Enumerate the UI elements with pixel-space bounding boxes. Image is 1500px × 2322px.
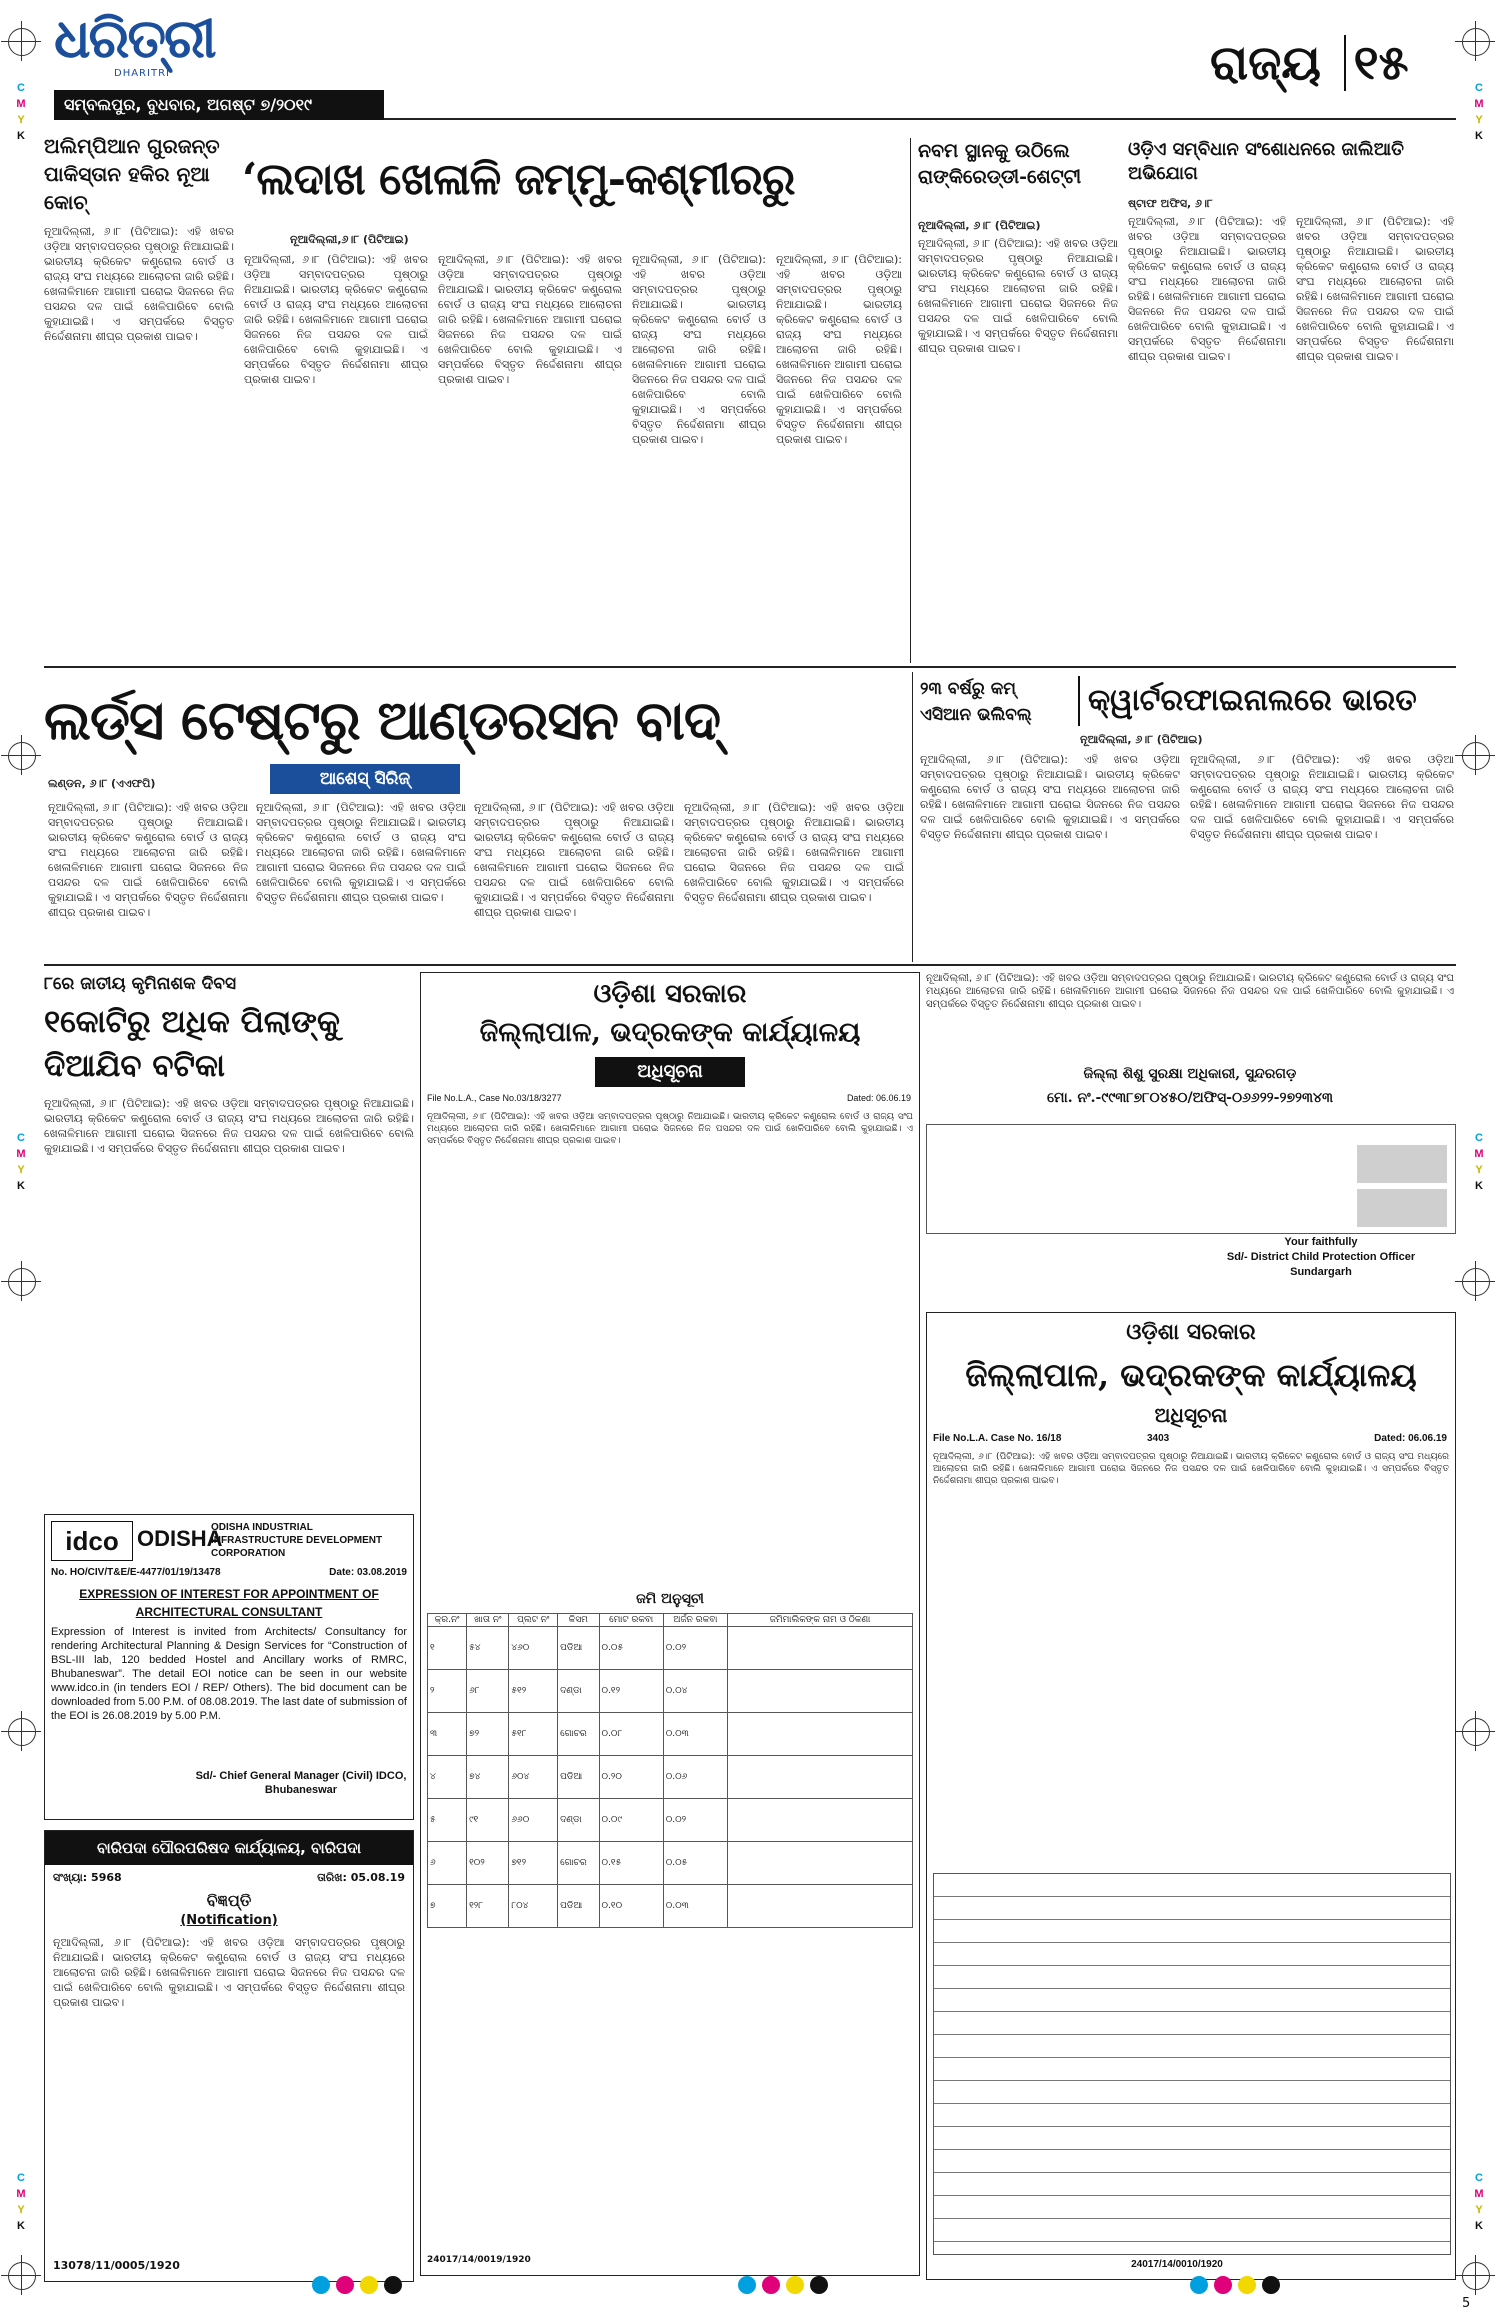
collector-title: ଜିଲ୍ଲାପାଳ, ଭଦ୍ରକଙ୍କ କାର୍ଯ୍ୟାଳୟ — [479, 1017, 861, 1048]
baripada-notice — [44, 1830, 414, 2282]
baripada-no: ସଂଖ୍ୟା: 5968 — [53, 1871, 122, 1884]
table-cell: ୮୦୪ — [509, 1885, 558, 1928]
odisha-headline: ଓଡ଼ିଏ ସମ୍ବିଧାନ ସଂଶୋଧନରେ ଜାଲିଆତି ଅଭିଯୋଗ — [1128, 139, 1404, 184]
land-table-wrap — [427, 1613, 913, 2233]
color-dot — [1214, 2276, 1232, 2294]
color-dot — [360, 2276, 378, 2294]
color-dot — [1238, 2276, 1256, 2294]
lead-body-col3: ନୂଆଦିଲ୍ଲୀ, ୬।୮ (ପିଟିଆଇ): ଏହି ଖବର ଓଡ଼ିଆ ସମ୍ବାଦପତ୍ରର ପୃଷ୍ଠାରୁ ନିଆଯାଇଛି। ଭାରତୀୟ କ୍ରିକେଟ କଣ୍ଟ୍ରୋଲ ବୋର୍ଡ ଓ ରାଜ୍ୟ ସଂଘ ମଧ୍ୟରେ ଆଲୋଚନା ଜାରି ରହିଛି। ଖେଳାଳିମାନେ ଆଗାମୀ ଘରୋଇ ସିଜନରେ ନିଜ ପସନ୍ଦର ଦଳ ପାଇଁ ଖେଳିପାରିବେ ବୋଲି କୁହାଯାଇଛି। ଏ ସମ୍ପର୍କରେ ବିସ୍ତୃତ ନିର୍ଦ୍ଦେଶନାମା ଶୀଘ୍ର ପ୍ରକାଶ ପାଇବ। — [632, 253, 766, 446]
section-rule — [44, 964, 1456, 966]
idco-date: Date: 03.08.2019 — [329, 1567, 407, 1578]
child-sign: Your faithfully — [1284, 1236, 1358, 1248]
table-cell: ୭୪ — [467, 1756, 509, 1799]
table-cell: ୦.୦୫ — [599, 1627, 663, 1670]
registration-mark — [1462, 742, 1490, 770]
cmyk-strip: C M Y K — [1474, 2172, 1484, 2232]
table-cell: ପଡିଆ — [558, 1756, 599, 1799]
color-dot — [384, 2276, 402, 2294]
u23-headline: ୨୩ ବର୍ଷରୁ କମ୍ ଏସିଆନ ଭଲିବଲ୍ — [920, 679, 1032, 725]
rank-dateline: ନୂଆଦିଲ୍ଲୀ, ୬।୮ (ପିଟିଆଇ) — [918, 219, 1041, 232]
idco-body: Expression of Interest is invited from Architects/ Consultancy for rendering Architectural Planning & Design Services for “Construction of BSL-III lab, 120 bedded Hostel and Ancillary works of RMRC, Bhubaneswar”. The detail EOI notice can be seen in our website www.idco.in (in tenders EOI / REP/ Others). The bid document can be downloaded from 5.00 P.M. of 08.08.2019. The last date of submission of the EOI is 26.08.2019 by 5.00 P.M. — [51, 1626, 407, 1722]
bhadrak2-gov: ଓଡ଼ିଶା ସରକାର — [1126, 1319, 1256, 1345]
registration-mark — [8, 742, 36, 770]
odisha-dateline: ଷ୍ଟାଫ ଅଫିସ, ୬।୮ — [1128, 197, 1213, 210]
lead-body-col2: ନୂଆଦିଲ୍ଲୀ, ୬।୮ (ପିଟିଆଇ): ଏହି ଖବର ଓଡ଼ିଆ ସମ୍ବାଦପତ୍ରର ପୃଷ୍ଠାରୁ ନିଆଯାଇଛି। ଭାରତୀୟ କ୍ରିକେଟ କଣ୍ଟ୍ରୋଲ ବୋର୍ଡ ଓ ରାଜ୍ୟ ସଂଘ ମଧ୍ୟରେ ଆଲୋଚନା ଜାରି ରହିଛି। ଖେଳାଳିମାନେ ଆଗାମୀ ଘରୋଇ ସିଜନରେ ନିଜ ପସନ୍ଦର ଦଳ ପାଇଁ ଖେଳିପାରିବେ ବୋଲି କୁହାଯାଇଛି। ଏ ସମ୍ପର୍କରେ ବିସ୍ତୃତ ନିର୍ଦ୍ଦେଶନାମା ଶୀଘ୍ର ପ୍ରକାଶ ପାଇବ। — [438, 253, 622, 386]
color-dot — [762, 2276, 780, 2294]
idco-logo-text: idco — [65, 1526, 119, 1556]
color-dot — [312, 2276, 330, 2294]
table-cell: ୬୦୪ — [509, 1756, 558, 1799]
lead-dateline: ନୂଆଦିଲ୍ଲୀ,୬।୮ (ପିଟିଆଇ) — [290, 233, 409, 246]
table-cell: ୦.୧୫ — [599, 1842, 663, 1885]
page-number: ୧୫ — [1344, 35, 1409, 91]
cmyk-strip: C M Y K — [16, 1132, 26, 1192]
table-cell — [728, 1670, 913, 1713]
table-row — [428, 1842, 913, 1885]
color-dot — [336, 2276, 354, 2294]
collector-sub: ଅଧିସୂଚନା — [637, 1061, 703, 1082]
color-dot — [1262, 2276, 1280, 2294]
cmyk-strip: C M Y K — [16, 2172, 26, 2232]
table-cell — [728, 1799, 913, 1842]
dateline-bar — [54, 90, 384, 120]
child-notice — [926, 972, 1454, 1286]
table-cell — [728, 1627, 913, 1670]
ashes-badge — [270, 764, 460, 794]
child-photo — [1357, 1189, 1447, 1227]
baripada-title-bar — [45, 1831, 413, 1865]
bhadrak2-fileno: File No.L.A. Case No. 16/18 — [933, 1433, 1062, 1444]
table-cell: ୭୨ — [467, 1713, 509, 1756]
table-cell: ଗୋଚର — [558, 1713, 599, 1756]
registration-mark — [8, 2262, 36, 2290]
registration-mark — [8, 28, 36, 56]
registration-mark — [1462, 1268, 1490, 1296]
idco-sign: Sd/- Chief General Manager (Civil) IDCO, Bhubaneswar — [195, 1770, 407, 1796]
baripada-date: ତାରିଖ: 05.08.19 — [317, 1871, 405, 1884]
table-cell: ୦.୦୩ — [663, 1713, 727, 1756]
section-name: ରାଜ୍ୟ — [1210, 35, 1321, 91]
table-row — [428, 1713, 913, 1756]
table-cell: ୬ — [428, 1842, 467, 1885]
col-sn: କ୍ର.ନଂ — [428, 1614, 467, 1627]
deworm-body: ନୂଆଦିଲ୍ଲୀ, ୬।୮ (ପିଟିଆଇ): ଏହି ଖବର ଓଡ଼ିଆ ସମ୍ବାଦପତ୍ରର ପୃଷ୍ଠାରୁ ନିଆଯାଇଛି। ଭାରତୀୟ କ୍ରିକେଟ କଣ୍ଟ୍ରୋଲ ବୋର୍ଡ ଓ ରାଜ୍ୟ ସଂଘ ମଧ୍ୟରେ ଆଲୋଚନା ଜାରି ରହିଛି। ଖେଳାଳିମାନେ ଆଗାମୀ ଘରୋଇ ସିଜନରେ ନିଜ ପସନ୍ଦର ଦଳ ପାଇଁ ଖେଳିପାରିବେ ବୋଲି କୁହାଯାଇଛି। ଏ ସମ୍ପର୍କରେ ବିସ୍ତୃତ ନିର୍ଦ୍ଦେଶନାମା ଶୀଘ୍ର ପ୍ରକାଶ ପାଇବ। — [44, 1097, 414, 1155]
table-cell: ୬୬୦ — [509, 1799, 558, 1842]
col-total-area: ମୋଟ ରକବା — [599, 1614, 663, 1627]
color-dot — [738, 2276, 756, 2294]
collector-body: ନୂଆଦିଲ୍ଲୀ, ୬।୮ (ପିଟିଆଇ): ଏହି ଖବର ଓଡ଼ିଆ ସମ୍ବାଦପତ୍ରର ପୃଷ୍ଠାରୁ ନିଆଯାଇଛି। ଭାରତୀୟ କ୍ରିକେଟ କଣ୍ଟ୍ରୋଲ ବୋର୍ଡ ଓ ରାଜ୍ୟ ସଂଘ ମଧ୍ୟରେ ଆଲୋଚନା ଜାରି ରହିଛି। ଖେଳାଳିମାନେ ଆଗାମୀ ଘରୋଇ ସିଜନରେ ନିଜ ପସନ୍ଦର ଦଳ ପାଇଁ ଖେଳିପାରିବେ ବୋଲି କୁହାଯାଇଛି। ଏ ସମ୍ପର୍କରେ ବିସ୍ତୃତ ନିର୍ଦ୍ଦେଶନାମା ଶୀଘ୍ର ପ୍ରକାଶ ପାଇବ। — [427, 1112, 913, 1146]
baripada-ref: 13078/11/0005/1920 — [53, 2259, 180, 2272]
registration-mark — [8, 1268, 36, 1296]
child-photo — [1357, 1145, 1447, 1183]
table-cell: ୦.୦୪ — [663, 1670, 727, 1713]
idco-name: ODISHA INDUSTRIAL INFRASTRUCTURE DEVELOPMENT CORPORATION — [211, 1522, 383, 1559]
table-cell: ଦଣ୍ଡା — [558, 1670, 599, 1713]
table-cell: ୪୬୦ — [509, 1627, 558, 1670]
idco-heading: EXPRESSION OF INTEREST FOR APPOINTMENT OF ARCHITECTURAL CONSULTANT — [79, 1587, 379, 1619]
registration-mark — [1462, 1718, 1490, 1746]
lords-body-col4: ନୂଆଦିଲ୍ଲୀ, ୬।୮ (ପିଟିଆଇ): ଏହି ଖବର ଓଡ଼ିଆ ସମ୍ବାଦପତ୍ରର ପୃଷ୍ଠାରୁ ନିଆଯାଇଛି। ଭାରତୀୟ କ୍ରିକେଟ କଣ୍ଟ୍ରୋଲ ବୋର୍ଡ ଓ ରାଜ୍ୟ ସଂଘ ମଧ୍ୟରେ ଆଲୋଚନା ଜାରି ରହିଛି। ଖେଳାଳିମାନେ ଆଗାମୀ ଘରୋଇ ସିଜନରେ ନିଜ ପସନ୍ଦର ଦଳ ପାଇଁ ଖେଳିପାରିବେ ବୋଲି କୁହାଯାଇଛି। ଏ ସମ୍ପର୍କରେ ବିସ୍ତୃତ ନିର୍ଦ୍ଦେଶନାମା ଶୀଘ୍ର ପ୍ରକାଶ ପାଇବ। — [684, 801, 904, 904]
bhadrak2-table — [933, 1873, 1451, 2255]
col-kisam: କିସମ — [558, 1614, 599, 1627]
column-rule — [912, 672, 913, 962]
table-cell: ୫ — [428, 1799, 467, 1842]
table-cell: ୦.୧୨ — [599, 1670, 663, 1713]
color-dot — [810, 2276, 828, 2294]
page-folio: 5 — [1462, 2296, 1471, 2311]
bhadrak2-date: Dated: 06.06.19 — [1374, 1433, 1447, 1444]
deworm-kicker: ୮ରେ ଜାତୀୟ କୃମିନାଶକ ଦିବସ — [44, 974, 237, 994]
col-khata: ଖାତା ନଂ — [467, 1614, 509, 1627]
child-sign2: Sd/- District Child Protection Officer — [1226, 1251, 1416, 1263]
table-cell: ୭୧୨ — [509, 1842, 558, 1885]
col-owner: ଜମିମାଲିକଙ୍କ ନାମ ଓ ଠିକଣା — [728, 1614, 913, 1627]
table-cell: ୧୦୨ — [467, 1842, 509, 1885]
registration-mark — [1462, 2262, 1490, 2290]
table-row — [428, 1756, 913, 1799]
baripada-notice-title: ବିଜ୍ଞପ୍ତି — [206, 1891, 252, 1910]
lords-headline: ଲର୍ଡ୍ସ ଟେଷ୍ଟରୁ ଆଣ୍ଡରସନ ବାଦ୍ — [44, 688, 721, 752]
table-cell: ୫୧୨ — [509, 1670, 558, 1713]
idco-ad — [44, 1514, 414, 1820]
child-title: ଜିଲ୍ଲା ଶିଶୁ ସୁରକ୍ଷା ଅଧିକାରୀ, ସୁନ୍ଦରଗଡ଼ — [1083, 1066, 1297, 1082]
baripada-notice-en: (Notification) — [180, 1913, 278, 1928]
deworm-headline: ୧କୋଟିରୁ ଅଧିକ ପିଲାଙ୍କୁ ଦିଆଯିବ ବଟିକା — [44, 1004, 340, 1084]
collector-fileno: File No.L.A., Case No.03/18/3277 — [427, 1093, 562, 1103]
child-sign3: Sundargarh — [1290, 1266, 1352, 1278]
table-cell: ୨ — [428, 1670, 467, 1713]
table-cell: ୧୨୮ — [467, 1885, 509, 1928]
table-cell: ୯୧ — [467, 1799, 509, 1842]
child-table — [926, 1124, 1456, 1234]
lead-body-col1: ନୂଆଦିଲ୍ଲୀ, ୬।୮ (ପିଟିଆଇ): ଏହି ଖବର ଓଡ଼ିଆ ସମ୍ବାଦପତ୍ରର ପୃଷ୍ଠାରୁ ନିଆଯାଇଛି। ଭାରତୀୟ କ୍ରିକେଟ କଣ୍ଟ୍ରୋଲ ବୋର୍ଡ ଓ ରାଜ୍ୟ ସଂଘ ମଧ୍ୟରେ ଆଲୋଚନା ଜାରି ରହିଛି। ଖେଳାଳିମାନେ ଆଗାମୀ ଘରୋଇ ସିଜନରେ ନିଜ ପସନ୍ଦର ଦଳ ପାଇଁ ଖେଳିପାରିବେ ବୋଲି କୁହାଯାଇଛି। ଏ ସମ୍ପର୍କରେ ବିସ୍ତୃତ ନିର୍ଦ୍ଦେଶନାମା ଶୀଘ୍ର ପ୍ରକାଶ ପାଇବ। — [244, 253, 428, 386]
table-cell — [728, 1842, 913, 1885]
bhadrak2-num: 3403 — [1147, 1433, 1170, 1444]
lords-body-col1: ନୂଆଦିଲ୍ଲୀ, ୬।୮ (ପିଟିଆଇ): ଏହି ଖବର ଓଡ଼ିଆ ସମ୍ବାଦପତ୍ରର ପୃଷ୍ଠାରୁ ନିଆଯାଇଛି। ଭାରତୀୟ କ୍ରିକେଟ କଣ୍ଟ୍ରୋଲ ବୋର୍ଡ ଓ ରାଜ୍ୟ ସଂଘ ମଧ୍ୟରେ ଆଲୋଚନା ଜାରି ରହିଛି। ଖେଳାଳିମାନେ ଆଗାମୀ ଘରୋଇ ସିଜନରେ ନିଜ ପସନ୍ଦର ଦଳ ପାଇଁ ଖେଳିପାରିବେ ବୋଲି କୁହାଯାଇଛି। ଏ ସମ୍ପର୍କରେ ବିସ୍ତୃତ ନିର୍ଦ୍ଦେଶନାମା ଶୀଘ୍ର ପ୍ରକାଶ ପାଇବ। — [48, 801, 248, 919]
column-rule — [910, 138, 911, 663]
child-body: ନୂଆଦିଲ୍ଲୀ, ୬।୮ (ପିଟିଆଇ): ଏହି ଖବର ଓଡ଼ିଆ ସମ୍ବାଦପତ୍ରର ପୃଷ୍ଠାରୁ ନିଆଯାଇଛି। ଭାରତୀୟ କ୍ରିକେଟ କଣ୍ଟ୍ରୋଲ ବୋର୍ଡ ଓ ରାଜ୍ୟ ସଂଘ ମଧ୍ୟରେ ଆଲୋଚନା ଜାରି ରହିଛି। ଖେଳାଳିମାନେ ଆଗାମୀ ଘରୋଇ ସିଜନରେ ନିଜ ପସନ୍ଦର ଦଳ ପାଇଁ ଖେଳିପାରିବେ ବୋଲି କୁହାଯାଇଛି। ଏ ସମ୍ପର୍କରେ ବିସ୍ତୃତ ନିର୍ଦ୍ଦେଶନାମା ଶୀଘ୍ର ପ୍ରକାଶ ପାଇବ। — [926, 973, 1454, 1010]
table-cell — [728, 1885, 913, 1928]
land-table — [427, 1613, 913, 1928]
section-label — [1210, 28, 1456, 98]
table-cell: ପଡିଆ — [558, 1627, 599, 1670]
masthead-logo — [54, 8, 294, 98]
baripada-body: ନୂଆଦିଲ୍ଲୀ, ୬।୮ (ପିଟିଆଇ): ଏହି ଖବର ଓଡ଼ିଆ ସମ୍ବାଦପତ୍ରର ପୃଷ୍ଠାରୁ ନିଆଯାଇଛି। ଭାରତୀୟ କ୍ରିକେଟ କଣ୍ଟ୍ରୋଲ ବୋର୍ଡ ଓ ରାଜ୍ୟ ସଂଘ ମଧ୍ୟରେ ଆଲୋଚନା ଜାରି ରହିଛି। ଖେଳାଳିମାନେ ଆଗାମୀ ଘରୋଇ ସିଜନରେ ନିଜ ପସନ୍ଦର ଦଳ ପାଇଁ ଖେଳିପାରିବେ ବୋଲି କୁହାଯାଇଛି। ଏ ସମ୍ପର୍କରେ ବିସ୍ତୃତ ନିର୍ଦ୍ଦେଶନାମା ଶୀଘ୍ର ପ୍ରକାଶ ପାଇବ। — [53, 1936, 405, 2009]
section-rule — [44, 666, 1456, 668]
collector-sub-bar — [595, 1057, 745, 1087]
bhadrak2-title: ଜିଲ୍ଲାପାଳ, ଭଦ୍ରକଙ୍କ କାର୍ଯ୍ୟାଳୟ — [965, 1356, 1417, 1394]
table-cell: ଗୋଚର — [558, 1842, 599, 1885]
collector-gov: ଓଡ଼ିଶା ସରକାର — [593, 979, 747, 1009]
idco-no: No. HO/CIV/T&E/E-4477/01/19/13478 — [51, 1567, 221, 1578]
table-cell: ୩ — [428, 1713, 467, 1756]
table-row — [428, 1627, 913, 1670]
table-cell: ୦.୦୨ — [663, 1627, 727, 1670]
table-cell — [728, 1713, 913, 1756]
table-cell: ୦.୨୦ — [599, 1756, 663, 1799]
table-row — [428, 1670, 913, 1713]
col-plot: ପ୍ଲଟ ନଂ — [509, 1614, 558, 1627]
story-kicker: ଅଲିମ୍ପିଆନ ଗୁରଜନ୍ତ ପାକିସ୍ତାନ ହକିର ନୂଆ କୋଚ୍ — [44, 134, 220, 214]
idco-logo — [51, 1521, 133, 1561]
bhadrak2-sub: ଅଧିସୂଚନା — [1154, 1403, 1228, 1427]
lead-body-col4: ନୂଆଦିଲ୍ଲୀ, ୬।୮ (ପିଟିଆଇ): ଏହି ଖବର ଓଡ଼ିଆ ସମ୍ବାଦପତ୍ରର ପୃଷ୍ଠାରୁ ନିଆଯାଇଛି। ଭାରତୀୟ କ୍ରିକେଟ କଣ୍ଟ୍ରୋଲ ବୋର୍ଡ ଓ ରାଜ୍ୟ ସଂଘ ମଧ୍ୟରେ ଆଲୋଚନା ଜାରି ରହିଛି। ଖେଳାଳିମାନେ ଆଗାମୀ ଘରୋଇ ସିଜନରେ ନିଜ ପସନ୍ଦର ଦଳ ପାଇଁ ଖେଳିପାରିବେ ବୋଲି କୁହାଯାଇଛି। ଏ ସମ୍ପର୍କରେ ବିସ୍ତୃତ ନିର୍ଦ୍ଦେଶନାମା ଶୀଘ୍ର ପ୍ରକାଶ ପାଇବ। — [776, 253, 902, 446]
table-cell: ୦.୧୦ — [599, 1885, 663, 1928]
rank-headline: ନବମ ସ୍ଥାନକୁ ଉଠିଲେ ରାଙ୍କିରେଡ୍ଡୀ-ଶେଟ୍ଟୀ — [918, 140, 1082, 188]
odisha-body-col1: ନୂଆଦିଲ୍ଲୀ, ୬।୮ (ପିଟିଆଇ): ଏହି ଖବର ଓଡ଼ିଆ ସମ୍ବାଦପତ୍ରର ପୃଷ୍ଠାରୁ ନିଆଯାଇଛି। ଭାରତୀୟ କ୍ରିକେଟ କଣ୍ଟ୍ରୋଲ ବୋର୍ଡ ଓ ରାଜ୍ୟ ସଂଘ ମଧ୍ୟରେ ଆଲୋଚନା ଜାରି ରହିଛି। ଖେଳାଳିମାନେ ଆଗାମୀ ଘରୋଇ ସିଜନରେ ନିଜ ପସନ୍ଦର ଦଳ ପାଇଁ ଖେଳିପାରିବେ ବୋଲି କୁହାଯାଇଛି। ଏ ସମ୍ପର୍କରେ ବିସ୍ତୃତ ନିର୍ଦ୍ଦେଶନାମା ଶୀଘ୍ର ପ୍ରକାଶ ପାଇବ। — [1128, 215, 1286, 363]
color-dot — [1190, 2276, 1208, 2294]
table-cell: ୫୪ — [467, 1627, 509, 1670]
table-cell: ୦.୦୬ — [663, 1756, 727, 1799]
child-phone: ମୋ. ନଂ.-୯୯୩୮୭୮୦୪୫୦/ଅଫିସ୍-୦୬୬୨୨-୨୭୨୩୪୩ — [1047, 1090, 1333, 1106]
bhadrak2-notice — [926, 1312, 1456, 2280]
table-cell: ୧ — [428, 1627, 467, 1670]
table-cell: ଦଣ୍ଡା — [558, 1799, 599, 1842]
table-cell: ୦.୦୨ — [663, 1799, 727, 1842]
col-acq-area: ଅର୍ଜନ ରକବା — [663, 1614, 727, 1627]
land-table-title: ଜମି ଅନୁସୂଚୀ — [636, 1591, 704, 1607]
qf-dateline: ନୂଆଦିଲ୍ଲୀ, ୬।୮ (ପିଟିଆଇ) — [1080, 733, 1203, 746]
table-row — [428, 1799, 913, 1842]
baripada-title: ବାରିପଦା ପୌରପରିଷଦ କାର୍ଯ୍ୟାଳୟ, ବାରିପଦା — [96, 1839, 362, 1857]
table-cell: ୦.୦୮ — [599, 1713, 663, 1756]
odisha-body-col2: ନୂଆଦିଲ୍ଲୀ, ୬।୮ (ପିଟିଆଇ): ଏହି ଖବର ଓଡ଼ିଆ ସମ୍ବାଦପତ୍ରର ପୃଷ୍ଠାରୁ ନିଆଯାଇଛି। ଭାରତୀୟ କ୍ରିକେଟ କଣ୍ଟ୍ରୋଲ ବୋର୍ଡ ଓ ରାଜ୍ୟ ସଂଘ ମଧ୍ୟରେ ଆଲୋଚନା ଜାରି ରହିଛି। ଖେଳାଳିମାନେ ଆଗାମୀ ଘରୋଇ ସିଜନରେ ନିଜ ପସନ୍ଦର ଦଳ ପାଇଁ ଖେଳିପାରିବେ ବୋଲି କୁହାଯାଇଛି। ଏ ସମ୍ପର୍କରେ ବିସ୍ତୃତ ନିର୍ଦ୍ଦେଶନାମା ଶୀଘ୍ର ପ୍ରକାଶ ପାଇବ। — [1296, 215, 1454, 363]
lords-dateline: ଲଣ୍ଡନ, ୬।୮ (ଏଏଫପି) — [48, 777, 156, 790]
cmyk-strip: C M Y K — [1474, 82, 1484, 142]
qf-body-col2: ନୂଆଦିଲ୍ଲୀ, ୬।୮ (ପିଟିଆଇ): ଏହି ଖବର ଓଡ଼ିଆ ସମ୍ବାଦପତ୍ରର ପୃଷ୍ଠାରୁ ନିଆଯାଇଛି। ଭାରତୀୟ କ୍ରିକେଟ କଣ୍ଟ୍ରୋଲ ବୋର୍ଡ ଓ ରାଜ୍ୟ ସଂଘ ମଧ୍ୟରେ ଆଲୋଚନା ଜାରି ରହିଛି। ଖେଳାଳିମାନେ ଆଗାମୀ ଘରୋଇ ସିଜନରେ ନିଜ ପସନ୍ଦର ଦଳ ପାଇଁ ଖେଳିପାରିବେ ବୋଲି କୁହାଯାଇଛି। ଏ ସମ୍ପର୍କରେ ବିସ୍ତୃତ ନିର୍ଦ୍ଦେଶନାମା ଶୀଘ୍ର ପ୍ରକାଶ ପାଇବ। — [1190, 753, 1454, 841]
logo-text: ଧରିତ୍ରୀ — [54, 6, 215, 70]
color-dot — [786, 2276, 804, 2294]
masthead-rule — [384, 118, 1456, 120]
bhadrak2-ref: 24017/14/0010/1920 — [1131, 2259, 1223, 2270]
collector-date: Dated: 06.06.19 — [846, 1093, 911, 1103]
idco-odisha: ODISHA — [137, 1526, 223, 1551]
bhadrak2-body: ନୂଆଦିଲ୍ଲୀ, ୬।୮ (ପିଟିଆଇ): ଏହି ଖବର ଓଡ଼ିଆ ସମ୍ବାଦପତ୍ରର ପୃଷ୍ଠାରୁ ନିଆଯାଇଛି। ଭାରତୀୟ କ୍ରିକେଟ କଣ୍ଟ୍ରୋଲ ବୋର୍ଡ ଓ ରାଜ୍ୟ ସଂଘ ମଧ୍ୟରେ ଆଲୋଚନା ଜାରି ରହିଛି। ଖେଳାଳିମାନେ ଆଗାମୀ ଘରୋଇ ସିଜନରେ ନିଜ ପସନ୍ଦର ଦଳ ପାଇଁ ଖେଳିପାରିବେ ବୋଲି କୁହାଯାଇଛି। ଏ ସମ୍ପର୍କରେ ବିସ୍ତୃତ ନିର୍ଦ୍ଦେଶନାମା ଶୀଘ୍ର ପ୍ରକାଶ ପାଇବ। — [933, 1452, 1449, 1486]
story-body: ନୂଆଦିଲ୍ଲୀ, ୬।୮ (ପିଟିଆଇ): ଏହି ଖବର ଓଡ଼ିଆ ସମ୍ବାଦପତ୍ରର ପୃଷ୍ଠାରୁ ନିଆଯାଇଛି। ଭାରତୀୟ କ୍ରିକେଟ କଣ୍ଟ୍ରୋଲ ବୋର୍ଡ ଓ ରାଜ୍ୟ ସଂଘ ମଧ୍ୟରେ ଆଲୋଚନା ଜାରି ରହିଛି। ଖେଳାଳିମାନେ ଆଗାମୀ ଘରୋଇ ସିଜନରେ ନିଜ ପସନ୍ଦର ଦଳ ପାଇଁ ଖେଳିପାରିବେ ବୋଲି କୁହାଯାଇଛି। ଏ ସମ୍ପର୍କରେ ବିସ୍ତୃତ ନିର୍ଦ୍ଦେଶନାମା ଶୀଘ୍ର ପ୍ରକାଶ ପାଇବ। — [44, 225, 234, 343]
logo-subtext: DHARITRI — [114, 68, 170, 79]
registration-mark — [1462, 28, 1490, 56]
collector-notice — [420, 972, 920, 2276]
table-cell: ୦.୦୯ — [599, 1799, 663, 1842]
table-cell: ପଡିଆ — [558, 1885, 599, 1928]
land-table-header — [428, 1614, 913, 1627]
table-cell: ୫୧୮ — [509, 1713, 558, 1756]
lords-body-col3: ନୂଆଦିଲ୍ଲୀ, ୬।୮ (ପିଟିଆଇ): ଏହି ଖବର ଓଡ଼ିଆ ସମ୍ବାଦପତ୍ରର ପୃଷ୍ଠାରୁ ନିଆଯାଇଛି। ଭାରତୀୟ କ୍ରିକେଟ କଣ୍ଟ୍ରୋଲ ବୋର୍ଡ ଓ ରାଜ୍ୟ ସଂଘ ମଧ୍ୟରେ ଆଲୋଚନା ଜାରି ରହିଛି। ଖେଳାଳିମାନେ ଆଗାମୀ ଘରୋଇ ସିଜନରେ ନିଜ ପସନ୍ଦର ଦଳ ପାଇଁ ଖେଳିପାରିବେ ବୋଲି କୁହାଯାଇଛି। ଏ ସମ୍ପର୍କରେ ବିସ୍ତୃତ ନିର୍ଦ୍ଦେଶନାମା ଶୀଘ୍ର ପ୍ରକାଶ ପାଇବ। — [474, 801, 674, 919]
table-cell — [728, 1756, 913, 1799]
cmyk-strip: C M Y K — [16, 82, 26, 142]
collector-ref: 24017/14/0019/1920 — [427, 2255, 531, 2265]
registration-mark — [8, 1718, 36, 1746]
table-row — [428, 1885, 913, 1928]
table-cell: ୭ — [428, 1885, 467, 1928]
table-cell: ୬୮ — [467, 1670, 509, 1713]
rank-body: ନୂଆଦିଲ୍ଲୀ, ୬।୮ (ପିଟିଆଇ): ଏହି ଖବର ଓଡ଼ିଆ ସମ୍ବାଦପତ୍ରର ପୃଷ୍ଠାରୁ ନିଆଯାଇଛି। ଭାରତୀୟ କ୍ରିକେଟ କଣ୍ଟ୍ରୋଲ ବୋର୍ଡ ଓ ରାଜ୍ୟ ସଂଘ ମଧ୍ୟରେ ଆଲୋଚନା ଜାରି ରହିଛି। ଖେଳାଳିମାନେ ଆଗାମୀ ଘରୋଇ ସିଜନରେ ନିଜ ପସନ୍ଦର ଦଳ ପାଇଁ ଖେଳିପାରିବେ ବୋଲି କୁହାଯାଇଛି। ଏ ସମ୍ପର୍କରେ ବିସ୍ତୃତ ନିର୍ଦ୍ଦେଶନାମା ଶୀଘ୍ର ପ୍ରକାଶ ପାଇବ। — [918, 237, 1118, 355]
ashes-badge-label: ଆଶେସ୍ ସିରିଜ୍ — [319, 769, 411, 789]
lords-body-col2: ନୂଆଦିଲ୍ଲୀ, ୬।୮ (ପିଟିଆଇ): ଏହି ଖବର ଓଡ଼ିଆ ସମ୍ବାଦପତ୍ରର ପୃଷ୍ଠାରୁ ନିଆଯାଇଛି। ଭାରତୀୟ କ୍ରିକେଟ କଣ୍ଟ୍ରୋଲ ବୋର୍ଡ ଓ ରାଜ୍ୟ ସଂଘ ମଧ୍ୟରେ ଆଲୋଚନା ଜାରି ରହିଛି। ଖେଳାଳିମାନେ ଆଗାମୀ ଘରୋଇ ସିଜନରେ ନିଜ ପସନ୍ଦର ଦଳ ପାଇଁ ଖେଳିପାରିବେ ବୋଲି କୁହାଯାଇଛି। ଏ ସମ୍ପର୍କରେ ବିସ୍ତୃତ ନିର୍ଦ୍ଦେଶନାମା ଶୀଘ୍ର ପ୍ରକାଶ ପାଇବ। — [256, 801, 466, 904]
table-cell: ୦.୦୩ — [663, 1885, 727, 1928]
cmyk-strip: C M Y K — [1474, 1132, 1484, 1192]
table-cell: ୪ — [428, 1756, 467, 1799]
dateline: ସମ୍ବଲପୁର, ବୁଧବାର, ଅଗଷ୍ଟ ୭/୨୦୧୯ — [64, 95, 312, 114]
table-cell: ୦.୦୫ — [663, 1842, 727, 1885]
lead-headline: ‘ଲଦାଖ ଖେଳାଳି ଜମ୍ମୁ-କଶ୍ମୀରରୁ — [242, 154, 795, 205]
qf-headline: କ୍ୱାର୍ଟରଫାଇନାଲରେ ଭାରତ — [1078, 676, 1464, 726]
qf-body-col1: ନୂଆଦିଲ୍ଲୀ, ୬।୮ (ପିଟିଆଇ): ଏହି ଖବର ଓଡ଼ିଆ ସମ୍ବାଦପତ୍ରର ପୃଷ୍ଠାରୁ ନିଆଯାଇଛି। ଭାରତୀୟ କ୍ରିକେଟ କଣ୍ଟ୍ରୋଲ ବୋର୍ଡ ଓ ରାଜ୍ୟ ସଂଘ ମଧ୍ୟରେ ଆଲୋଚନା ଜାରି ରହିଛି। ଖେଳାଳିମାନେ ଆଗାମୀ ଘରୋଇ ସିଜନରେ ନିଜ ପସନ୍ଦର ଦଳ ପାଇଁ ଖେଳିପାରିବେ ବୋଲି କୁହାଯାଇଛି। ଏ ସମ୍ପର୍କରେ ବିସ୍ତୃତ ନିର୍ଦ୍ଦେଶନାମା ଶୀଘ୍ର ପ୍ରକାଶ ପାଇବ। — [920, 753, 1180, 841]
